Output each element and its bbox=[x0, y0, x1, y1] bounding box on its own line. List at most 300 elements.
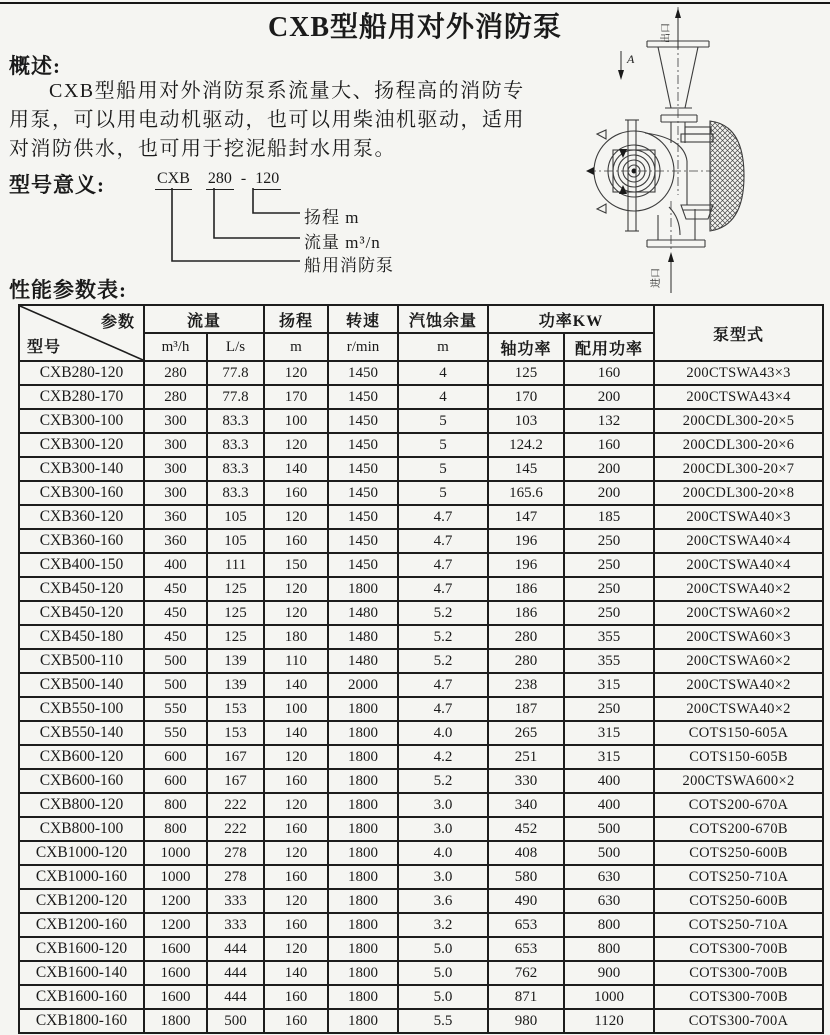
value-cell: 1800 bbox=[328, 793, 398, 817]
value-cell: 180 bbox=[264, 625, 328, 649]
value-cell: 83.3 bbox=[207, 433, 264, 457]
value-cell: 4.7 bbox=[398, 577, 488, 601]
header-power-group: 功率KW bbox=[488, 305, 654, 333]
value-cell: 762 bbox=[488, 961, 564, 985]
value-cell: 5.0 bbox=[398, 985, 488, 1009]
value-cell: 103 bbox=[488, 409, 564, 433]
overview-paragraph bbox=[9, 77, 569, 164]
table-row bbox=[19, 721, 823, 745]
table-row bbox=[19, 553, 823, 577]
value-cell: 4.7 bbox=[398, 673, 488, 697]
value-cell: 580 bbox=[488, 865, 564, 889]
value-cell: 120 bbox=[264, 577, 328, 601]
value-cell: 140 bbox=[264, 721, 328, 745]
value-cell: 1200 bbox=[144, 913, 207, 937]
value-cell: 120 bbox=[264, 937, 328, 961]
value-cell: 1450 bbox=[328, 553, 398, 577]
pump-type-cell: 200CTSWA60×2 bbox=[654, 601, 823, 625]
model-cell: CXB500-110 bbox=[19, 649, 144, 673]
value-cell: 315 bbox=[564, 745, 654, 769]
value-cell: 250 bbox=[564, 553, 654, 577]
value-cell: 800 bbox=[564, 913, 654, 937]
value-cell: 630 bbox=[564, 889, 654, 913]
model-cell: CXB500-140 bbox=[19, 673, 144, 697]
value-cell: 1000 bbox=[144, 841, 207, 865]
value-cell: 5.2 bbox=[398, 625, 488, 649]
value-cell: 120 bbox=[264, 505, 328, 529]
value-cell: 83.3 bbox=[207, 457, 264, 481]
value-cell: 4.7 bbox=[398, 505, 488, 529]
value-cell: 1800 bbox=[328, 913, 398, 937]
header-speed-unit: r/min bbox=[328, 333, 398, 361]
pump-type-cell: COTS150-605B bbox=[654, 745, 823, 769]
table-row bbox=[19, 385, 823, 409]
value-cell: 160 bbox=[264, 1009, 328, 1033]
value-cell: 4.7 bbox=[398, 529, 488, 553]
pump-type-cell: 200CTSWA40×3 bbox=[654, 505, 823, 529]
model-cell: CXB800-100 bbox=[19, 817, 144, 841]
value-cell: 1200 bbox=[144, 889, 207, 913]
value-cell: 400 bbox=[144, 553, 207, 577]
model-cell: CXB300-120 bbox=[19, 433, 144, 457]
table-row bbox=[19, 505, 823, 529]
model-cell: CXB1600-160 bbox=[19, 985, 144, 1009]
value-cell: 139 bbox=[207, 649, 264, 673]
value-cell: 120 bbox=[264, 793, 328, 817]
pump-type-cell: COTS250-600B bbox=[654, 841, 823, 865]
model-cell: CXB280-170 bbox=[19, 385, 144, 409]
value-cell: 800 bbox=[564, 937, 654, 961]
value-cell: 500 bbox=[144, 649, 207, 673]
value-cell: 800 bbox=[144, 793, 207, 817]
value-cell: 222 bbox=[207, 793, 264, 817]
value-cell: 265 bbox=[488, 721, 564, 745]
header-npsh: 汽蚀余量 bbox=[398, 305, 488, 333]
value-cell: 444 bbox=[207, 937, 264, 961]
model-cell: CXB300-100 bbox=[19, 409, 144, 433]
value-cell: 200 bbox=[564, 457, 654, 481]
value-cell: 1800 bbox=[328, 865, 398, 889]
value-cell: 140 bbox=[264, 457, 328, 481]
value-cell: 450 bbox=[144, 577, 207, 601]
value-cell: 120 bbox=[264, 889, 328, 913]
table-row bbox=[19, 673, 823, 697]
value-cell: 333 bbox=[207, 889, 264, 913]
value-cell: 600 bbox=[144, 745, 207, 769]
value-cell: 120 bbox=[264, 433, 328, 457]
table-row bbox=[19, 913, 823, 937]
value-cell: 140 bbox=[264, 961, 328, 985]
value-cell: 5.2 bbox=[398, 601, 488, 625]
table-row bbox=[19, 865, 823, 889]
value-cell: 1800 bbox=[328, 745, 398, 769]
value-cell: 160 bbox=[564, 361, 654, 385]
table-row bbox=[19, 817, 823, 841]
value-cell: 1480 bbox=[328, 649, 398, 673]
pump-type-cell: 200CDL300-20×5 bbox=[654, 409, 823, 433]
pump-type-cell: COTS300-700A bbox=[654, 1009, 823, 1033]
value-cell: 1120 bbox=[564, 1009, 654, 1033]
value-cell: 1480 bbox=[328, 601, 398, 625]
model-cell: CXB300-140 bbox=[19, 457, 144, 481]
value-cell: 1450 bbox=[328, 457, 398, 481]
value-cell: 105 bbox=[207, 529, 264, 553]
value-cell: 160 bbox=[264, 769, 328, 793]
value-cell: 280 bbox=[488, 625, 564, 649]
pump-type-cell: COTS300-700B bbox=[654, 937, 823, 961]
table-row bbox=[19, 601, 823, 625]
value-cell: 139 bbox=[207, 673, 264, 697]
value-cell: 250 bbox=[564, 601, 654, 625]
value-cell: 4 bbox=[398, 361, 488, 385]
table-row bbox=[19, 481, 823, 505]
header-head-unit: m bbox=[264, 333, 328, 361]
value-cell: 153 bbox=[207, 697, 264, 721]
overview-heading: 概述: bbox=[9, 54, 61, 78]
value-cell: 222 bbox=[207, 817, 264, 841]
value-cell: 5.0 bbox=[398, 961, 488, 985]
value-cell: 450 bbox=[144, 601, 207, 625]
value-cell: 147 bbox=[488, 505, 564, 529]
value-cell: 186 bbox=[488, 601, 564, 625]
value-cell: 160 bbox=[264, 529, 328, 553]
value-cell: 630 bbox=[564, 865, 654, 889]
inlet-label: 进口 bbox=[651, 268, 662, 288]
model-meaning-heading: 型号意义: bbox=[9, 173, 105, 197]
model-cell: CXB600-120 bbox=[19, 745, 144, 769]
pump-type-cell: 200CTSWA60×2 bbox=[654, 649, 823, 673]
value-cell: 1450 bbox=[328, 529, 398, 553]
value-cell: 1450 bbox=[328, 361, 398, 385]
pump-type-cell: COTS150-605A bbox=[654, 721, 823, 745]
value-cell: 4.0 bbox=[398, 841, 488, 865]
value-cell: 167 bbox=[207, 745, 264, 769]
value-cell: 1800 bbox=[328, 721, 398, 745]
value-cell: 83.3 bbox=[207, 409, 264, 433]
pump-type-cell: 200CTSWA43×4 bbox=[654, 385, 823, 409]
value-cell: 900 bbox=[564, 961, 654, 985]
value-cell: 1800 bbox=[328, 961, 398, 985]
value-cell: 280 bbox=[144, 385, 207, 409]
value-cell: 333 bbox=[207, 913, 264, 937]
value-cell: 160 bbox=[264, 985, 328, 1009]
value-cell: 250 bbox=[564, 697, 654, 721]
value-cell: 400 bbox=[564, 793, 654, 817]
value-cell: 111 bbox=[207, 553, 264, 577]
value-cell: 1800 bbox=[328, 937, 398, 961]
model-cell: CXB450-120 bbox=[19, 577, 144, 601]
model-code-dash: - bbox=[240, 170, 247, 187]
value-cell: 653 bbox=[488, 913, 564, 937]
value-cell: 1800 bbox=[328, 889, 398, 913]
value-cell: 1800 bbox=[328, 577, 398, 601]
model-cell: CXB600-160 bbox=[19, 769, 144, 793]
value-cell: 355 bbox=[564, 625, 654, 649]
value-cell: 315 bbox=[564, 721, 654, 745]
value-cell: 153 bbox=[207, 721, 264, 745]
value-cell: 1600 bbox=[144, 937, 207, 961]
value-cell: 1800 bbox=[328, 841, 398, 865]
value-cell: 1600 bbox=[144, 985, 207, 1009]
model-cell: CXB400-150 bbox=[19, 553, 144, 577]
value-cell: 140 bbox=[264, 673, 328, 697]
value-cell: 1450 bbox=[328, 385, 398, 409]
value-cell: 132 bbox=[564, 409, 654, 433]
table-row bbox=[19, 529, 823, 553]
model-cell: CXB1600-140 bbox=[19, 961, 144, 985]
overview-line: CXB型船用对外消防泵系流量大、扬程高的消防专 bbox=[49, 80, 525, 102]
value-cell: 1800 bbox=[328, 769, 398, 793]
model-cell: CXB360-160 bbox=[19, 529, 144, 553]
corner-label-model: 型号 bbox=[27, 339, 62, 356]
value-cell: 3.0 bbox=[398, 865, 488, 889]
value-cell: 150 bbox=[264, 553, 328, 577]
model-label-head: 扬程 m bbox=[304, 208, 360, 227]
value-cell: 1000 bbox=[564, 985, 654, 1009]
value-cell: 278 bbox=[207, 865, 264, 889]
corner-label-parameter: 参数 bbox=[100, 314, 135, 331]
value-cell: 300 bbox=[144, 409, 207, 433]
value-cell: 120 bbox=[264, 841, 328, 865]
value-cell: 110 bbox=[264, 649, 328, 673]
value-cell: 2000 bbox=[328, 673, 398, 697]
model-cell: CXB300-160 bbox=[19, 481, 144, 505]
table-row bbox=[19, 793, 823, 817]
value-cell: 450 bbox=[144, 625, 207, 649]
overview-line: 用泵，可以用电动机驱动，也可以用柴油机驱动，适用 bbox=[9, 109, 525, 131]
value-cell: 3.6 bbox=[398, 889, 488, 913]
model-cell: CXB1200-120 bbox=[19, 889, 144, 913]
table-row bbox=[19, 841, 823, 865]
pump-type-cell: 200CTSWA40×2 bbox=[654, 697, 823, 721]
value-cell: 77.8 bbox=[207, 361, 264, 385]
model-cell: CXB450-180 bbox=[19, 625, 144, 649]
model-cell: CXB800-120 bbox=[19, 793, 144, 817]
pump-type-cell: 200CTSWA43×3 bbox=[654, 361, 823, 385]
table-row bbox=[19, 433, 823, 457]
header-flow-m3h: m³/h bbox=[144, 333, 207, 361]
value-cell: 170 bbox=[264, 385, 328, 409]
value-cell: 5.0 bbox=[398, 937, 488, 961]
value-cell: 250 bbox=[564, 529, 654, 553]
value-cell: 200 bbox=[564, 385, 654, 409]
value-cell: 125 bbox=[207, 577, 264, 601]
model-cell: CXB280-120 bbox=[19, 361, 144, 385]
pump-type-cell: 200CTSWA60×3 bbox=[654, 625, 823, 649]
value-cell: 5.2 bbox=[398, 769, 488, 793]
value-cell: 5 bbox=[398, 409, 488, 433]
pump-type-cell: COTS300-700B bbox=[654, 961, 823, 985]
pump-type-cell: COTS250-710A bbox=[654, 865, 823, 889]
value-cell: 186 bbox=[488, 577, 564, 601]
header-npsh-unit: m bbox=[398, 333, 488, 361]
pump-type-cell: 200CTSWA600×2 bbox=[654, 769, 823, 793]
value-cell: 125 bbox=[207, 625, 264, 649]
value-cell: 5.2 bbox=[398, 649, 488, 673]
value-cell: 500 bbox=[564, 817, 654, 841]
value-cell: 600 bbox=[144, 769, 207, 793]
value-cell: 160 bbox=[264, 913, 328, 937]
table-row bbox=[19, 937, 823, 961]
outlet-label: 出口 bbox=[661, 23, 672, 43]
value-cell: 444 bbox=[207, 961, 264, 985]
value-cell: 280 bbox=[144, 361, 207, 385]
value-cell: 196 bbox=[488, 553, 564, 577]
value-cell: 167 bbox=[207, 769, 264, 793]
table-row bbox=[19, 577, 823, 601]
value-cell: 4.0 bbox=[398, 721, 488, 745]
value-cell: 500 bbox=[144, 673, 207, 697]
value-cell: 83.3 bbox=[207, 481, 264, 505]
value-cell: 160 bbox=[264, 481, 328, 505]
value-cell: 4.2 bbox=[398, 745, 488, 769]
model-cell: CXB1800-160 bbox=[19, 1009, 144, 1033]
value-cell: 800 bbox=[144, 817, 207, 841]
value-cell: 125 bbox=[207, 601, 264, 625]
value-cell: 5 bbox=[398, 457, 488, 481]
pump-type-cell: 200CTSWA40×2 bbox=[654, 673, 823, 697]
value-cell: 251 bbox=[488, 745, 564, 769]
value-cell: 4 bbox=[398, 385, 488, 409]
value-cell: 1600 bbox=[144, 961, 207, 985]
pump-type-cell: COTS200-670B bbox=[654, 817, 823, 841]
value-cell: 300 bbox=[144, 457, 207, 481]
pump-type-cell: 200CTSWA40×2 bbox=[654, 577, 823, 601]
model-cell: CXB1000-160 bbox=[19, 865, 144, 889]
value-cell: 145 bbox=[488, 457, 564, 481]
value-cell: 550 bbox=[144, 721, 207, 745]
pump-type-cell: COTS250-710A bbox=[654, 913, 823, 937]
value-cell: 1450 bbox=[328, 409, 398, 433]
value-cell: 1800 bbox=[144, 1009, 207, 1033]
value-cell: 185 bbox=[564, 505, 654, 529]
value-cell: 500 bbox=[207, 1009, 264, 1033]
pump-type-cell: 200CDL300-20×6 bbox=[654, 433, 823, 457]
value-cell: 120 bbox=[264, 601, 328, 625]
table-row bbox=[19, 769, 823, 793]
view-a-label: A bbox=[627, 52, 635, 66]
overview-line: 对消防供水，也可用于挖泥船封水用泵。 bbox=[9, 138, 396, 160]
table-heading: 性能参数表: bbox=[9, 278, 127, 302]
value-cell: 980 bbox=[488, 1009, 564, 1033]
pump-type-cell: 200CTSWA40×4 bbox=[654, 529, 823, 553]
value-cell: 200 bbox=[564, 481, 654, 505]
value-cell: 653 bbox=[488, 937, 564, 961]
pump-type-cell: 200CTSWA40×4 bbox=[654, 553, 823, 577]
model-label-pump: 船用消防泵 bbox=[304, 256, 394, 275]
page-title: CXB型船用对外消防泵 bbox=[267, 12, 563, 43]
table-row bbox=[19, 625, 823, 649]
value-cell: 170 bbox=[488, 385, 564, 409]
model-meaning-connectors bbox=[150, 186, 310, 271]
value-cell: 4.7 bbox=[398, 697, 488, 721]
value-cell: 100 bbox=[264, 409, 328, 433]
value-cell: 3.0 bbox=[398, 793, 488, 817]
pump-drawing bbox=[585, 3, 830, 299]
value-cell: 408 bbox=[488, 841, 564, 865]
table-row bbox=[19, 985, 823, 1009]
table-row bbox=[19, 409, 823, 433]
header-head: 扬程 bbox=[264, 305, 328, 333]
header-flow-ls: L/s bbox=[207, 333, 264, 361]
model-cell: CXB1200-160 bbox=[19, 913, 144, 937]
table-row bbox=[19, 361, 823, 385]
pump-type-cell: COTS250-600B bbox=[654, 889, 823, 913]
performance-table bbox=[18, 304, 824, 1034]
corner-cell bbox=[19, 305, 144, 361]
model-label-flow: 流量 m³/n bbox=[304, 233, 381, 252]
value-cell: 330 bbox=[488, 769, 564, 793]
model-code-head: 120 bbox=[253, 170, 281, 190]
value-cell: 1000 bbox=[144, 865, 207, 889]
value-cell: 340 bbox=[488, 793, 564, 817]
model-code-flow: 280 bbox=[206, 170, 234, 190]
header-speed: 转速 bbox=[328, 305, 398, 333]
value-cell: 355 bbox=[564, 649, 654, 673]
value-cell: 120 bbox=[264, 745, 328, 769]
table-row bbox=[19, 889, 823, 913]
value-cell: 160 bbox=[264, 817, 328, 841]
table-header bbox=[19, 305, 823, 361]
value-cell: 444 bbox=[207, 985, 264, 1009]
model-code-series: CXB bbox=[155, 170, 192, 190]
table-row bbox=[19, 697, 823, 721]
model-cell: CXB450-120 bbox=[19, 601, 144, 625]
model-cell: CXB550-140 bbox=[19, 721, 144, 745]
value-cell: 4.7 bbox=[398, 553, 488, 577]
value-cell: 360 bbox=[144, 505, 207, 529]
value-cell: 5 bbox=[398, 433, 488, 457]
pump-type-cell: 200CDL300-20×8 bbox=[654, 481, 823, 505]
table-row bbox=[19, 457, 823, 481]
value-cell: 315 bbox=[564, 673, 654, 697]
model-cell: CXB550-100 bbox=[19, 697, 144, 721]
value-cell: 452 bbox=[488, 817, 564, 841]
model-cell: CXB1600-120 bbox=[19, 937, 144, 961]
value-cell: 5 bbox=[398, 481, 488, 505]
value-cell: 3.2 bbox=[398, 913, 488, 937]
value-cell: 196 bbox=[488, 529, 564, 553]
value-cell: 120 bbox=[264, 361, 328, 385]
pump-type-cell: 200CDL300-20×7 bbox=[654, 457, 823, 481]
value-cell: 3.0 bbox=[398, 817, 488, 841]
header-rated-power: 配用功率 bbox=[564, 333, 654, 361]
table-row bbox=[19, 649, 823, 673]
value-cell: 5.5 bbox=[398, 1009, 488, 1033]
value-cell: 280 bbox=[488, 649, 564, 673]
value-cell: 1480 bbox=[328, 625, 398, 649]
value-cell: 1800 bbox=[328, 697, 398, 721]
pump-type-cell: COTS300-700B bbox=[654, 985, 823, 1009]
value-cell: 160 bbox=[564, 433, 654, 457]
table-row bbox=[19, 1009, 823, 1033]
value-cell: 160 bbox=[264, 865, 328, 889]
value-cell: 1800 bbox=[328, 817, 398, 841]
value-cell: 300 bbox=[144, 433, 207, 457]
value-cell: 77.8 bbox=[207, 385, 264, 409]
table-body bbox=[19, 361, 823, 1033]
value-cell: 500 bbox=[564, 841, 654, 865]
value-cell: 300 bbox=[144, 481, 207, 505]
value-cell: 1800 bbox=[328, 1009, 398, 1033]
value-cell: 1800 bbox=[328, 985, 398, 1009]
value-cell: 238 bbox=[488, 673, 564, 697]
table-row bbox=[19, 745, 823, 769]
value-cell: 871 bbox=[488, 985, 564, 1009]
value-cell: 165.6 bbox=[488, 481, 564, 505]
header-pump-type: 泵型式 bbox=[654, 305, 823, 361]
pump-type-cell: COTS200-670A bbox=[654, 793, 823, 817]
